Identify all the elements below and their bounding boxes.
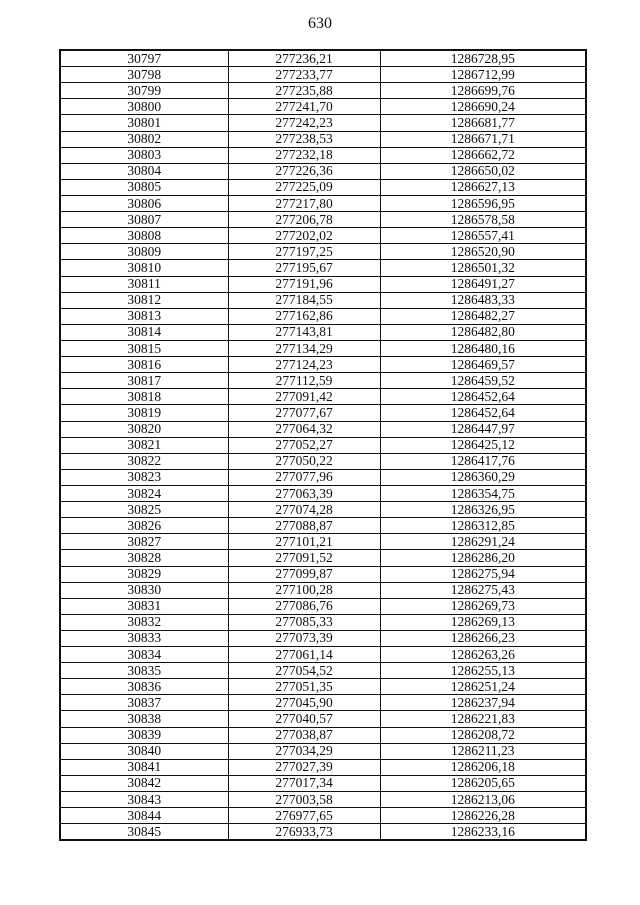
table-row <box>60 212 586 228</box>
y-coordinate-cell: 1286459,52 <box>380 373 586 389</box>
x-coordinate-cell: 277085,33 <box>228 614 380 630</box>
point-number-cell: 30819 <box>60 405 228 421</box>
table-row <box>60 260 586 276</box>
table-row <box>60 743 586 759</box>
point-number-cell: 30822 <box>60 453 228 469</box>
x-coordinate-cell: 277242,23 <box>228 115 380 131</box>
y-coordinate-cell: 1286326,95 <box>380 502 586 518</box>
x-coordinate-cell: 277064,32 <box>228 421 380 437</box>
table-row <box>60 357 586 373</box>
point-number-cell: 30811 <box>60 276 228 292</box>
y-coordinate-cell: 1286354,75 <box>380 485 586 501</box>
table-row <box>60 67 586 83</box>
point-number-cell: 30836 <box>60 679 228 695</box>
table-row <box>60 131 586 147</box>
point-number-cell: 30809 <box>60 244 228 260</box>
x-coordinate-cell: 277077,96 <box>228 469 380 485</box>
x-coordinate-cell: 277236,21 <box>228 50 380 67</box>
point-number-cell: 30800 <box>60 99 228 115</box>
point-number-cell: 30844 <box>60 808 228 824</box>
x-coordinate-cell: 277235,88 <box>228 83 380 99</box>
point-number-cell: 30828 <box>60 550 228 566</box>
point-number-cell: 30827 <box>60 534 228 550</box>
y-coordinate-cell: 1286483,33 <box>380 292 586 308</box>
y-coordinate-cell: 1286417,76 <box>380 453 586 469</box>
x-coordinate-cell: 277112,59 <box>228 373 380 389</box>
point-number-cell: 30832 <box>60 614 228 630</box>
point-number-cell: 30838 <box>60 711 228 727</box>
y-coordinate-cell: 1286578,58 <box>380 212 586 228</box>
y-coordinate-cell: 1286211,23 <box>380 743 586 759</box>
x-coordinate-cell: 277054,52 <box>228 663 380 679</box>
x-coordinate-cell: 277061,14 <box>228 647 380 663</box>
point-number-cell: 30816 <box>60 357 228 373</box>
table-row <box>60 792 586 808</box>
table-row <box>60 405 586 421</box>
x-coordinate-cell: 277197,25 <box>228 244 380 260</box>
y-coordinate-cell: 1286208,72 <box>380 727 586 743</box>
point-number-cell: 30804 <box>60 163 228 179</box>
point-number-cell: 30833 <box>60 630 228 646</box>
point-number-cell: 30840 <box>60 743 228 759</box>
x-coordinate-cell: 277134,29 <box>228 340 380 356</box>
y-coordinate-cell: 1286699,76 <box>380 83 586 99</box>
y-coordinate-cell: 1286452,64 <box>380 405 586 421</box>
y-coordinate-cell: 1286360,29 <box>380 469 586 485</box>
y-coordinate-cell: 1286728,95 <box>380 50 586 67</box>
table-row <box>60 775 586 791</box>
table-row <box>60 485 586 501</box>
point-number-cell: 30818 <box>60 389 228 405</box>
point-number-cell: 30837 <box>60 695 228 711</box>
point-number-cell: 30824 <box>60 485 228 501</box>
y-coordinate-cell: 1286557,41 <box>380 228 586 244</box>
table-row <box>60 727 586 743</box>
point-number-cell: 30841 <box>60 759 228 775</box>
point-number-cell: 30806 <box>60 195 228 211</box>
y-coordinate-cell: 1286205,65 <box>380 775 586 791</box>
y-coordinate-cell: 1286501,32 <box>380 260 586 276</box>
x-coordinate-cell: 277040,57 <box>228 711 380 727</box>
point-number-cell: 30802 <box>60 131 228 147</box>
table-row <box>60 421 586 437</box>
point-number-cell: 30843 <box>60 792 228 808</box>
point-number-cell: 30810 <box>60 260 228 276</box>
y-coordinate-cell: 1286650,02 <box>380 163 586 179</box>
table-row <box>60 679 586 695</box>
y-coordinate-cell: 1286482,80 <box>380 324 586 340</box>
x-coordinate-cell: 277100,28 <box>228 582 380 598</box>
table-row <box>60 759 586 775</box>
table-row <box>60 340 586 356</box>
table-row <box>60 195 586 211</box>
y-coordinate-cell: 1286447,97 <box>380 421 586 437</box>
y-coordinate-cell: 1286213,06 <box>380 792 586 808</box>
y-coordinate-cell: 1286286,20 <box>380 550 586 566</box>
x-coordinate-cell: 277003,58 <box>228 792 380 808</box>
y-coordinate-cell: 1286255,13 <box>380 663 586 679</box>
x-coordinate-cell: 277225,09 <box>228 179 380 195</box>
y-coordinate-cell: 1286237,94 <box>380 695 586 711</box>
x-coordinate-cell: 277086,76 <box>228 598 380 614</box>
y-coordinate-cell: 1286480,16 <box>380 340 586 356</box>
x-coordinate-cell: 277034,29 <box>228 743 380 759</box>
table-row <box>60 99 586 115</box>
x-coordinate-cell: 277027,39 <box>228 759 380 775</box>
x-coordinate-cell: 277045,90 <box>228 695 380 711</box>
table-row <box>60 276 586 292</box>
table-row <box>60 663 586 679</box>
table-row <box>60 582 586 598</box>
table-row <box>60 437 586 453</box>
x-coordinate-cell: 277233,77 <box>228 67 380 83</box>
x-coordinate-cell: 277217,80 <box>228 195 380 211</box>
point-number-cell: 30797 <box>60 50 228 67</box>
table-row <box>60 630 586 646</box>
table-row <box>60 50 586 67</box>
x-coordinate-cell: 276977,65 <box>228 808 380 824</box>
y-coordinate-cell: 1286233,16 <box>380 824 586 841</box>
point-number-cell: 30808 <box>60 228 228 244</box>
point-number-cell: 30812 <box>60 292 228 308</box>
x-coordinate-cell: 277101,21 <box>228 534 380 550</box>
table-row <box>60 518 586 534</box>
table-row <box>60 534 586 550</box>
table-row <box>60 179 586 195</box>
x-coordinate-cell: 277195,67 <box>228 260 380 276</box>
y-coordinate-cell: 1286206,18 <box>380 759 586 775</box>
table-row <box>60 389 586 405</box>
x-coordinate-cell: 277091,42 <box>228 389 380 405</box>
x-coordinate-cell: 277143,81 <box>228 324 380 340</box>
table-row <box>60 324 586 340</box>
point-number-cell: 30801 <box>60 115 228 131</box>
y-coordinate-cell: 1286251,24 <box>380 679 586 695</box>
table-row <box>60 550 586 566</box>
table-row <box>60 163 586 179</box>
coordinates-table <box>59 49 587 841</box>
x-coordinate-cell: 277073,39 <box>228 630 380 646</box>
point-number-cell: 30842 <box>60 775 228 791</box>
table-row <box>60 647 586 663</box>
table-row <box>60 373 586 389</box>
x-coordinate-cell: 277162,86 <box>228 308 380 324</box>
point-number-cell: 30798 <box>60 67 228 83</box>
y-coordinate-cell: 1286491,27 <box>380 276 586 292</box>
point-number-cell: 30820 <box>60 421 228 437</box>
point-number-cell: 30834 <box>60 647 228 663</box>
point-number-cell: 30803 <box>60 147 228 163</box>
y-coordinate-cell: 1286671,71 <box>380 131 586 147</box>
y-coordinate-cell: 1286269,73 <box>380 598 586 614</box>
table-row <box>60 566 586 582</box>
point-number-cell: 30814 <box>60 324 228 340</box>
x-coordinate-cell: 277051,35 <box>228 679 380 695</box>
point-number-cell: 30845 <box>60 824 228 841</box>
point-number-cell: 30799 <box>60 83 228 99</box>
table-row <box>60 83 586 99</box>
x-coordinate-cell: 277017,34 <box>228 775 380 791</box>
y-coordinate-cell: 1286226,28 <box>380 808 586 824</box>
table-row <box>60 453 586 469</box>
point-number-cell: 30826 <box>60 518 228 534</box>
y-coordinate-cell: 1286263,26 <box>380 647 586 663</box>
coordinates-table-body <box>60 50 586 840</box>
page-number: 630 <box>308 15 332 32</box>
point-number-cell: 30839 <box>60 727 228 743</box>
point-number-cell: 30813 <box>60 308 228 324</box>
x-coordinate-cell: 277038,87 <box>228 727 380 743</box>
x-coordinate-cell: 276933,73 <box>228 824 380 841</box>
y-coordinate-cell: 1286269,13 <box>380 614 586 630</box>
x-coordinate-cell: 277063,39 <box>228 485 380 501</box>
x-coordinate-cell: 277074,28 <box>228 502 380 518</box>
x-coordinate-cell: 277191,96 <box>228 276 380 292</box>
table-row <box>60 614 586 630</box>
y-coordinate-cell: 1286275,43 <box>380 582 586 598</box>
table-row <box>60 244 586 260</box>
point-number-cell: 30825 <box>60 502 228 518</box>
point-number-cell: 30823 <box>60 469 228 485</box>
y-coordinate-cell: 1286712,99 <box>380 67 586 83</box>
y-coordinate-cell: 1286681,77 <box>380 115 586 131</box>
table-row <box>60 292 586 308</box>
x-coordinate-cell: 277124,23 <box>228 357 380 373</box>
table-row <box>60 598 586 614</box>
table-row <box>60 469 586 485</box>
x-coordinate-cell: 277206,78 <box>228 212 380 228</box>
y-coordinate-cell: 1286690,24 <box>380 99 586 115</box>
x-coordinate-cell: 277052,27 <box>228 437 380 453</box>
point-number-cell: 30829 <box>60 566 228 582</box>
point-number-cell: 30835 <box>60 663 228 679</box>
table-row <box>60 808 586 824</box>
point-number-cell: 30830 <box>60 582 228 598</box>
table-row <box>60 147 586 163</box>
table-row <box>60 711 586 727</box>
y-coordinate-cell: 1286452,64 <box>380 389 586 405</box>
y-coordinate-cell: 1286469,57 <box>380 357 586 373</box>
point-number-cell: 30831 <box>60 598 228 614</box>
point-number-cell: 30821 <box>60 437 228 453</box>
y-coordinate-cell: 1286596,95 <box>380 195 586 211</box>
y-coordinate-cell: 1286627,13 <box>380 179 586 195</box>
table-row <box>60 824 586 841</box>
x-coordinate-cell: 277241,70 <box>228 99 380 115</box>
x-coordinate-cell: 277202,02 <box>228 228 380 244</box>
y-coordinate-cell: 1286425,12 <box>380 437 586 453</box>
table-row <box>60 228 586 244</box>
y-coordinate-cell: 1286520,90 <box>380 244 586 260</box>
table-row <box>60 695 586 711</box>
x-coordinate-cell: 277091,52 <box>228 550 380 566</box>
point-number-cell: 30815 <box>60 340 228 356</box>
point-number-cell: 30817 <box>60 373 228 389</box>
x-coordinate-cell: 277238,53 <box>228 131 380 147</box>
x-coordinate-cell: 277077,67 <box>228 405 380 421</box>
x-coordinate-cell: 277088,87 <box>228 518 380 534</box>
y-coordinate-cell: 1286221,83 <box>380 711 586 727</box>
y-coordinate-cell: 1286266,23 <box>380 630 586 646</box>
x-coordinate-cell: 277099,87 <box>228 566 380 582</box>
x-coordinate-cell: 277232,18 <box>228 147 380 163</box>
y-coordinate-cell: 1286662,72 <box>380 147 586 163</box>
table-row <box>60 115 586 131</box>
point-number-cell: 30805 <box>60 179 228 195</box>
y-coordinate-cell: 1286275,94 <box>380 566 586 582</box>
x-coordinate-cell: 277226,36 <box>228 163 380 179</box>
y-coordinate-cell: 1286291,24 <box>380 534 586 550</box>
table-row <box>60 308 586 324</box>
x-coordinate-cell: 277050,22 <box>228 453 380 469</box>
y-coordinate-cell: 1286482,27 <box>380 308 586 324</box>
y-coordinate-cell: 1286312,85 <box>380 518 586 534</box>
table-row <box>60 502 586 518</box>
point-number-cell: 30807 <box>60 212 228 228</box>
x-coordinate-cell: 277184,55 <box>228 292 380 308</box>
